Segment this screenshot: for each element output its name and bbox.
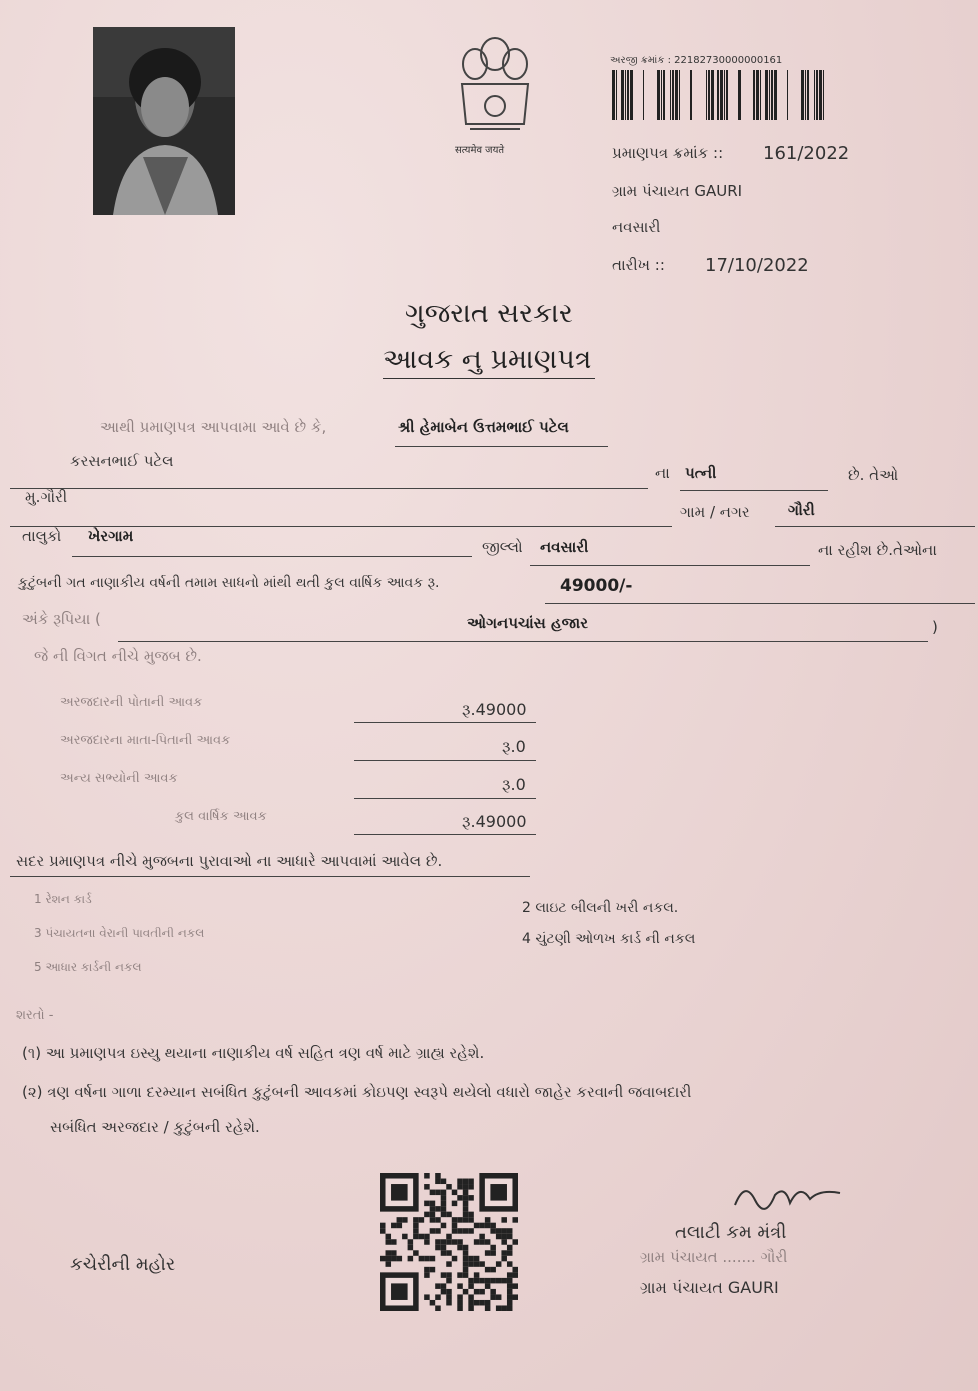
income-row-label: અન્ય સભ્યોની આવક xyxy=(60,771,178,786)
income-row-amount: રૂ.49000 xyxy=(462,812,527,831)
village: ગૌરી xyxy=(788,501,815,519)
income-row-label: અરજદારની પોતાની આવક xyxy=(60,695,203,710)
national-emblem-icon xyxy=(440,24,550,152)
income-row-label: અરજદારના માતા-પિતાની આવક xyxy=(60,733,231,748)
evidence-item: 5 આધાર કાર્ડની નકલ xyxy=(34,960,142,974)
barcode xyxy=(610,70,830,120)
evidence-item: 1 રેશન કાર્ડ xyxy=(34,892,92,906)
district-label: જીલ્લો xyxy=(482,538,523,556)
applicant-photo xyxy=(93,27,235,215)
resident-text: ના રહીશ છે.તેઓના xyxy=(818,541,937,559)
certificate-number: 161/2022 xyxy=(763,143,850,164)
notes-heading: શરતો - xyxy=(16,1008,54,1023)
signatory-title: તલાટી કમ મંત્રી xyxy=(675,1222,787,1243)
taluka: ખેરગામ xyxy=(88,527,134,545)
relation-suffix: છે. તેઓ xyxy=(848,466,899,484)
income-row-amount: રૂ.0 xyxy=(502,775,526,794)
certificate-number-label: પ્રમાણપત્ર ક્રમાંક :: xyxy=(612,144,724,162)
relation-prefix: ના xyxy=(655,464,670,482)
evidence-item: 4 ચુંટણી ઓળખ કાર્ડ ની નકલ xyxy=(522,931,696,947)
application-number: અરજી ક્રમાંક : 22182730000000161 xyxy=(610,55,783,66)
note-1: (૧) આ પ્રમાણપત્ર ઇસ્યુ થયાના નાણાકીય વર્ષ સહિત ત્રણ વર્ષ માટે ગ્રાહ્ય રહેશે. xyxy=(22,1044,485,1062)
note-2: (૨) ત્રણ વર્ષના ગાળા દરમ્યાન સબંધિત કુટુંબની આવકમાં કોઇપણ સ્વરૂપે થયેલો વધારો જાહેર કરવાની જવાબદારી xyxy=(22,1083,692,1101)
signatory-village: ગ્રામ પંચાયત ....... ગૌરી xyxy=(640,1248,788,1266)
intro-text: આથી પ્રમાણપત્ર આપવામા આવે છે કે, xyxy=(100,418,327,436)
district: નવસારી xyxy=(540,538,589,556)
address: મુ.ગૌરી xyxy=(25,488,68,506)
qr-code xyxy=(380,1173,518,1311)
issue-date: 17/10/2022 xyxy=(705,255,809,276)
date-label: તારીખ :: xyxy=(612,256,665,274)
district-line: નવસારી xyxy=(612,218,661,236)
income-amount: 49000/- xyxy=(560,576,633,596)
income-row-label: કુલ વાર્ષિક આવક xyxy=(175,809,267,824)
words-close: ) xyxy=(932,618,938,636)
evidence-intro: સદર પ્રમાણપત્ર નીચે મુજબના પુરાવાઓ ના આધારે આપવામાં આવેલ છે. xyxy=(16,852,443,870)
income-row-amount: રૂ.0 xyxy=(502,737,526,756)
spouse-name: કરસનભાઈ પટેલ xyxy=(70,452,174,470)
signatory-place: ગ્રામ પંચાયત GAURI xyxy=(640,1278,779,1297)
title-government: ગુજરાત સરકાર xyxy=(405,298,573,329)
note-2-continued: સબંધિત અરજદાર / કુટુંબની રહેશે. xyxy=(50,1118,260,1136)
signature xyxy=(730,1175,850,1215)
applicant-name: શ્રી હેમાબેન ઉત્તમભાઈ પટેલ xyxy=(398,418,569,436)
relation: પત્ની xyxy=(685,464,717,482)
emblem-motto: सत्यमेव जयते xyxy=(455,145,505,156)
village-label: ગામ / નગર xyxy=(680,503,750,521)
evidence-item: 3 પંચાયતના વેરાની પાવતીની નકલ xyxy=(34,926,205,940)
breakup-intro: જે ની વિગત નીચે મુજબ છે. xyxy=(34,647,202,665)
evidence-item: 2 લાઇટ બીલની ખરી નકલ. xyxy=(522,900,679,916)
office-seal-label: કચેરીની મહોર xyxy=(70,1254,176,1275)
income-words: ઓગનપચાંસ હજાર xyxy=(467,614,588,632)
panchayat-line: ગ્રામ પંચાયત GAURI xyxy=(612,182,743,200)
income-sentence: કુટુંબની ગત નાણાકીય વર્ષની તમામ સાધનો માંથી થતી કુલ વાર્ષિક આવક રૂ. xyxy=(18,575,440,591)
income-row-amount: રૂ.49000 xyxy=(462,700,527,719)
taluka-label: તાલુકો xyxy=(22,527,62,545)
title-certificate: આવક નુ પ્રમાણપત્ર xyxy=(383,344,595,379)
words-label: અંકે રૂપિયા ( xyxy=(22,610,101,628)
